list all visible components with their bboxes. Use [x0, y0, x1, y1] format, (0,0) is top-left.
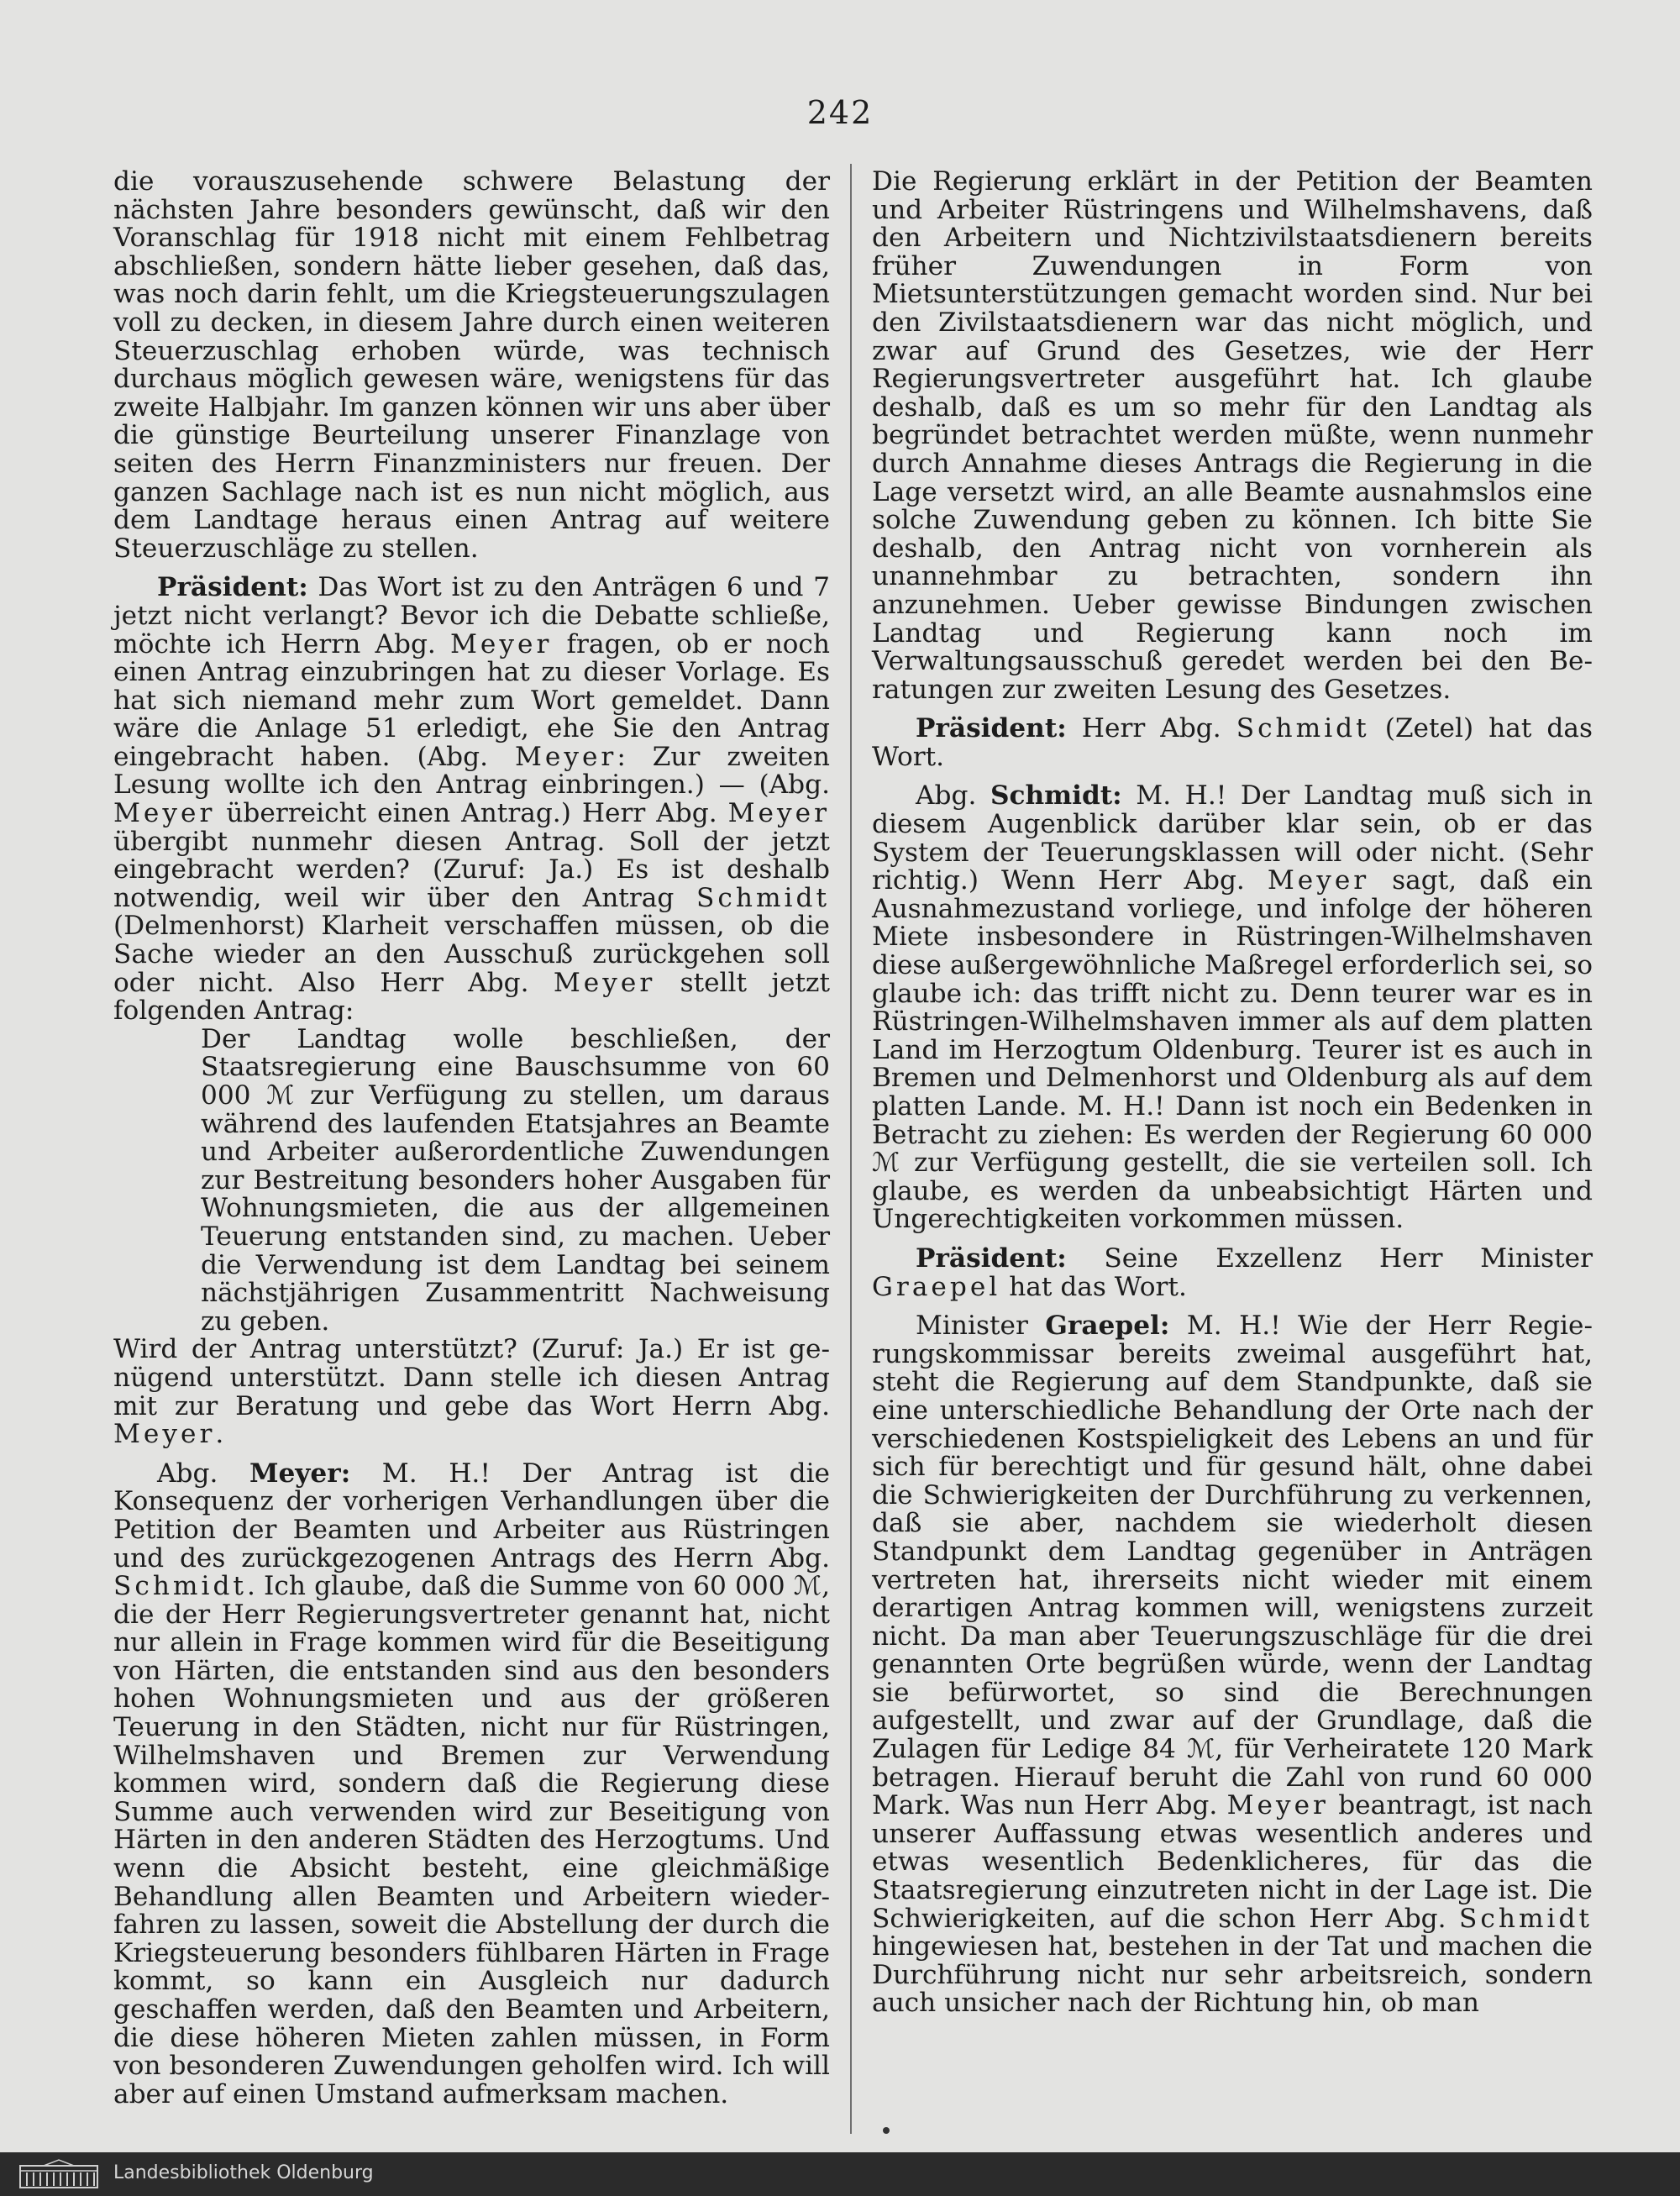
paragraph: Wird der Antrag unterstützt? (Zuruf: Ja.) Er ist genügend unterstützt. Dann stelle ich diesen Antrag mit zur Beratung und gebe das Wort Herrn Abg. Meyer.: [113, 1334, 830, 1450]
speaker-label: Meyer:: [249, 1458, 351, 1489]
speaker-label: Präsident:: [157, 572, 308, 603]
paragraph: Abg. Meyer: M. H.! Der Antrag ist die Konsequenz der vorherigen Verhandlungen über die Petition der Beamten und Arbeiter aus Rüstringen und des zurückgezogenen Antrags des Herrn Abg. Schmidt. Ich glaube, daß die Summe von 60 000 ℳ, die der Herr Regierungsvertreter genannt hat, nicht nur allein in Frage kommen wird für die Beseitigung von Härten, die entstanden sind aus den besonders hohen Wohnungsmieten und aus der größeren Teuerung in den Städten, nicht nur für Rüstringen, Wilhelmshaven und Bremen zur Verwendung kommen wird, sondern daß die Regierung diese Summe auch verwenden wird zur Beseitigung von Härten in den anderen Städten des Herzogtums. Und wenn die Absicht besteht, eine gleichmäßige Behandlung allen Beamten und Arbeitern wiederfahren zu lassen, soweit die Abstellung der durch die Kriegsteuerung besonders fühlbaren Härten in Frage kommt, so kann ein Ausgleich nur dadurch geschaffen werden, daß den Beamten und Arbeitern, die diese höheren Mieten zahlen müssen, in Form von besonderen Zuwendungen geholfen wird. Ich will aber auf einen Umstand aufmerksam machen.: [113, 1458, 831, 2109]
page-number: 242: [806, 94, 874, 131]
motion-text: Der Landtag wolle beschließen, der Staatsregierung eine Bauschsumme von 60 000 ℳ zur Verfügung zu stellen, um daraus während des laufenden Etatsjahres an Beamte und Arbeiter außerordentliche Zuwendungen zur Bestreitung besonders hoher Ausgaben für Wohnungsmieten, die aus der allgemeinen Teuerung entstanden sind, zu machen. Ueber die Verwendung ist dem Landtag bei seinem nächstjährigen Zusammentritt Nachweisung zu geben.: [201, 1023, 830, 1337]
paragraph: Minister Graepel: M. H.! Wie der Herr Regierungskommissar bereits zweimal ausgeführt hat, steht die Regierung auf dem Standpunkte, daß sie eine unterschiedliche Behandlung der Orte nach der verschiedenen Kostspieligkeit des Lebens an und für sich für berechtigt und für gesund hält, ohne dabei die Schwierigkeiten der Durchführung zu verkennen, daß sie aber, nachdem sie wiederholt diesen Standpunkt dem Landtag gegenüber in Anträgen vertreten hat, ihrerseits nicht wieder mit einem derartigen Antrag kommen will, wenigstens zurzeit nicht. Da man aber Teuerungszuschläge für die drei genannten Orte begrüßen würde, wenn der Landtag sie befürwortet, so sind die Berechnungen aufgestellt, und zwar auf der Grundlage, daß die Zulagen für Ledige 84 ℳ, für Verheiratete 120 Mark betragen. Hierauf beruht die Zahl von rund 60 000 Mark. Was nun Herr Abg. Meyer beantragt, ist nach unserer Auffassung etwas wesentlich anderes und etwas wesentlich Bedenklicheres, für das die Staatsregierung einzutreten nicht in der Lage ist. Die Schwierigkeiten, auf die schon Herr Abg. Schmidt hingewiesen hat, bestehen in der Tat und machen die Durchführung nicht nur sehr arbeitsreich, sondern auch unsicher nach der Richtung hin, ob man: [872, 1311, 1593, 2019]
library-building-icon: [18, 2159, 99, 2189]
column-divider: [850, 164, 852, 2134]
page-mark: [883, 2127, 890, 2134]
person-name: Meyer: [514, 741, 617, 772]
library-name: Landesbibliothek Oldenburg: [113, 2162, 374, 2183]
left-column: [113, 168, 830, 2109]
person-name: Meyer: [113, 1419, 216, 1450]
person-name: Schmidt: [696, 882, 830, 913]
paragraph: Die Regierung erklärt in der Petition der Beamten und Arbeiter Rüstringens und Wilhelmshavens, daß den Arbeitern und Nichtzivilstaatsdienern bereits früher Zuwendungen in Form von Mietsunterstützungen gemacht worden sind. Nur bei den Zivilstaatsdienern war das nicht möglich, und zwar auf Grund des Gesetzes, wie der Herr Regierungsvertreter ausgeführt hat. Ich glaube deshalb, daß es um so mehr für den Landtag als begründet betrachtet werden müßte, wenn nunmehr durch Annahme dieses Antrags die Regierung in die Lage versetzt wird, an alle Beamte ausnahmslos eine solche Zuwendung geben zu können. Ich bitte Sie deshalb, den Antrag nicht von vornherein als unannehmbar zu betrachten, sondern ihn anzunehmen. Ueber gewisse Bindungen zwischen Landtag und Regierung kann noch im Verwaltungsausschuß geredet werden bei den Beratungen zur zweiten Lesung des Gesetzes.: [872, 166, 1593, 705]
right-column: [872, 168, 1593, 2018]
paragraph: Präsident: Herr Abg. Schmidt (Zetel) hat das Wort.: [872, 713, 1593, 772]
speaker-label: Schmidt:: [990, 780, 1122, 812]
paragraph: Abg. Schmidt: M. H.! Der Landtag muß sich in diesem Augenblick darüber klar sein, ob er das System der Teuerungsklassen will oder nicht. (Sehr richtig.) Wenn Herr Abg. Meyer sagt, daß ein Ausnahmezustand vorliege, und infolge der höheren Miete insbesondere in Rüstringen-Wilhelmshaven diese außergewöhnliche Maßregel erforderlich sei, so glaube ich: das trifft nicht zu. Denn teurer war es in Rüstringen-Wilhelmshaven immer als auf dem platten Land im Herzogtum Oldenburg. Teurer ist es auch in Bremen und Delmenhorst und Oldenburg als auf dem platten Lande. M. H.! Dann ist noch ein Bedenken in Betracht zu ziehen: Es werden der Regierung 60 000 ℳ zur Verfügung gestellt, die sie verteilen soll. Ich glaube, es werden da unbeabsichtigt Härten und Ungerechtigkeiten vorkommen müssen.: [872, 780, 1593, 1235]
paragraph: Präsident: Das Wort ist zu den Anträgen 6 und 7 jetzt nicht verlangt? Bevor ich die Debatte schließe, möchte ich Herrn Abg. Meyer fragen, ob er noch einen Antrag einzubringen hat zu dieser Vorlage. Es hat sich niemand mehr zum Wort gemeldet. Dann wäre die Anlage 51 erledigt, ehe Sie den Antrag eingebracht haben. (Abg. Meyer: Zur zweiten Lesung wollte ich den Antrag einbringen.) — (Abg. Meyer überreicht einen Antrag.) Herr Abg. Meyer übergibt nunmehr diesen Antrag. Soll der jetzt eingebracht werden? (Zuruf: Ja.) Es ist deshalb notwendig, weil wir über den Antrag Schmidt (Delmenhorst) Klarheit verschaffen müssen, ob die Sache wieder an den Ausschuß zurückgehen soll oder nicht. Also Herr Abg. Meyer stellt jetzt folgenden Antrag:: [113, 572, 830, 1027]
person-name: Schmidt: [113, 1571, 247, 1602]
person-name: Meyer: [727, 798, 830, 829]
speaker-label: Präsident:: [916, 1242, 1067, 1274]
paragraph: die vorauszusehende schwere Belastung der nächsten Jahre besonders gewünscht, daß wir den Voranschlag für 1918 nicht mit einem Fehlbetrag abschließen, sondern hätte lieber gesehen, daß das, was noch darin fehlt, um die Kriegsteuerungszulagen voll zu decken, in diesem Jahre durch einen weiteren Steuerzuschlag erhoben würde, was technisch durchaus möglich gewesen wäre, wenigstens für das zweite Halbjahr. Im ganzen können wir uns aber über die günstige Beurteilung unserer Finanzlage von seiten des Herrn Finanzministers nur freuen. Der ganzen Sachlage nach ist es nun nicht möglich, aus dem Landtage heraus einen Antrag auf weitere Steuerzuschläge zu stellen.: [113, 166, 830, 564]
person-name: Schmidt: [1459, 1903, 1593, 1934]
person-name: Meyer: [449, 628, 553, 659]
person-name: Meyer: [1226, 1790, 1329, 1821]
paragraph: Präsident: Seine Exzellenz Herr Minister Graepel hat das Wort.: [872, 1242, 1593, 1302]
speaker-label: Graepel:: [1045, 1311, 1170, 1342]
person-name: Meyer: [113, 798, 216, 829]
person-name: Meyer: [553, 967, 656, 998]
speaker-label: Präsident:: [916, 713, 1067, 744]
person-name: Meyer: [1267, 865, 1370, 896]
person-name: Schmidt: [1236, 713, 1370, 744]
person-name: Graepel: [872, 1271, 1001, 1302]
footer-bar: [0, 2152, 1680, 2196]
